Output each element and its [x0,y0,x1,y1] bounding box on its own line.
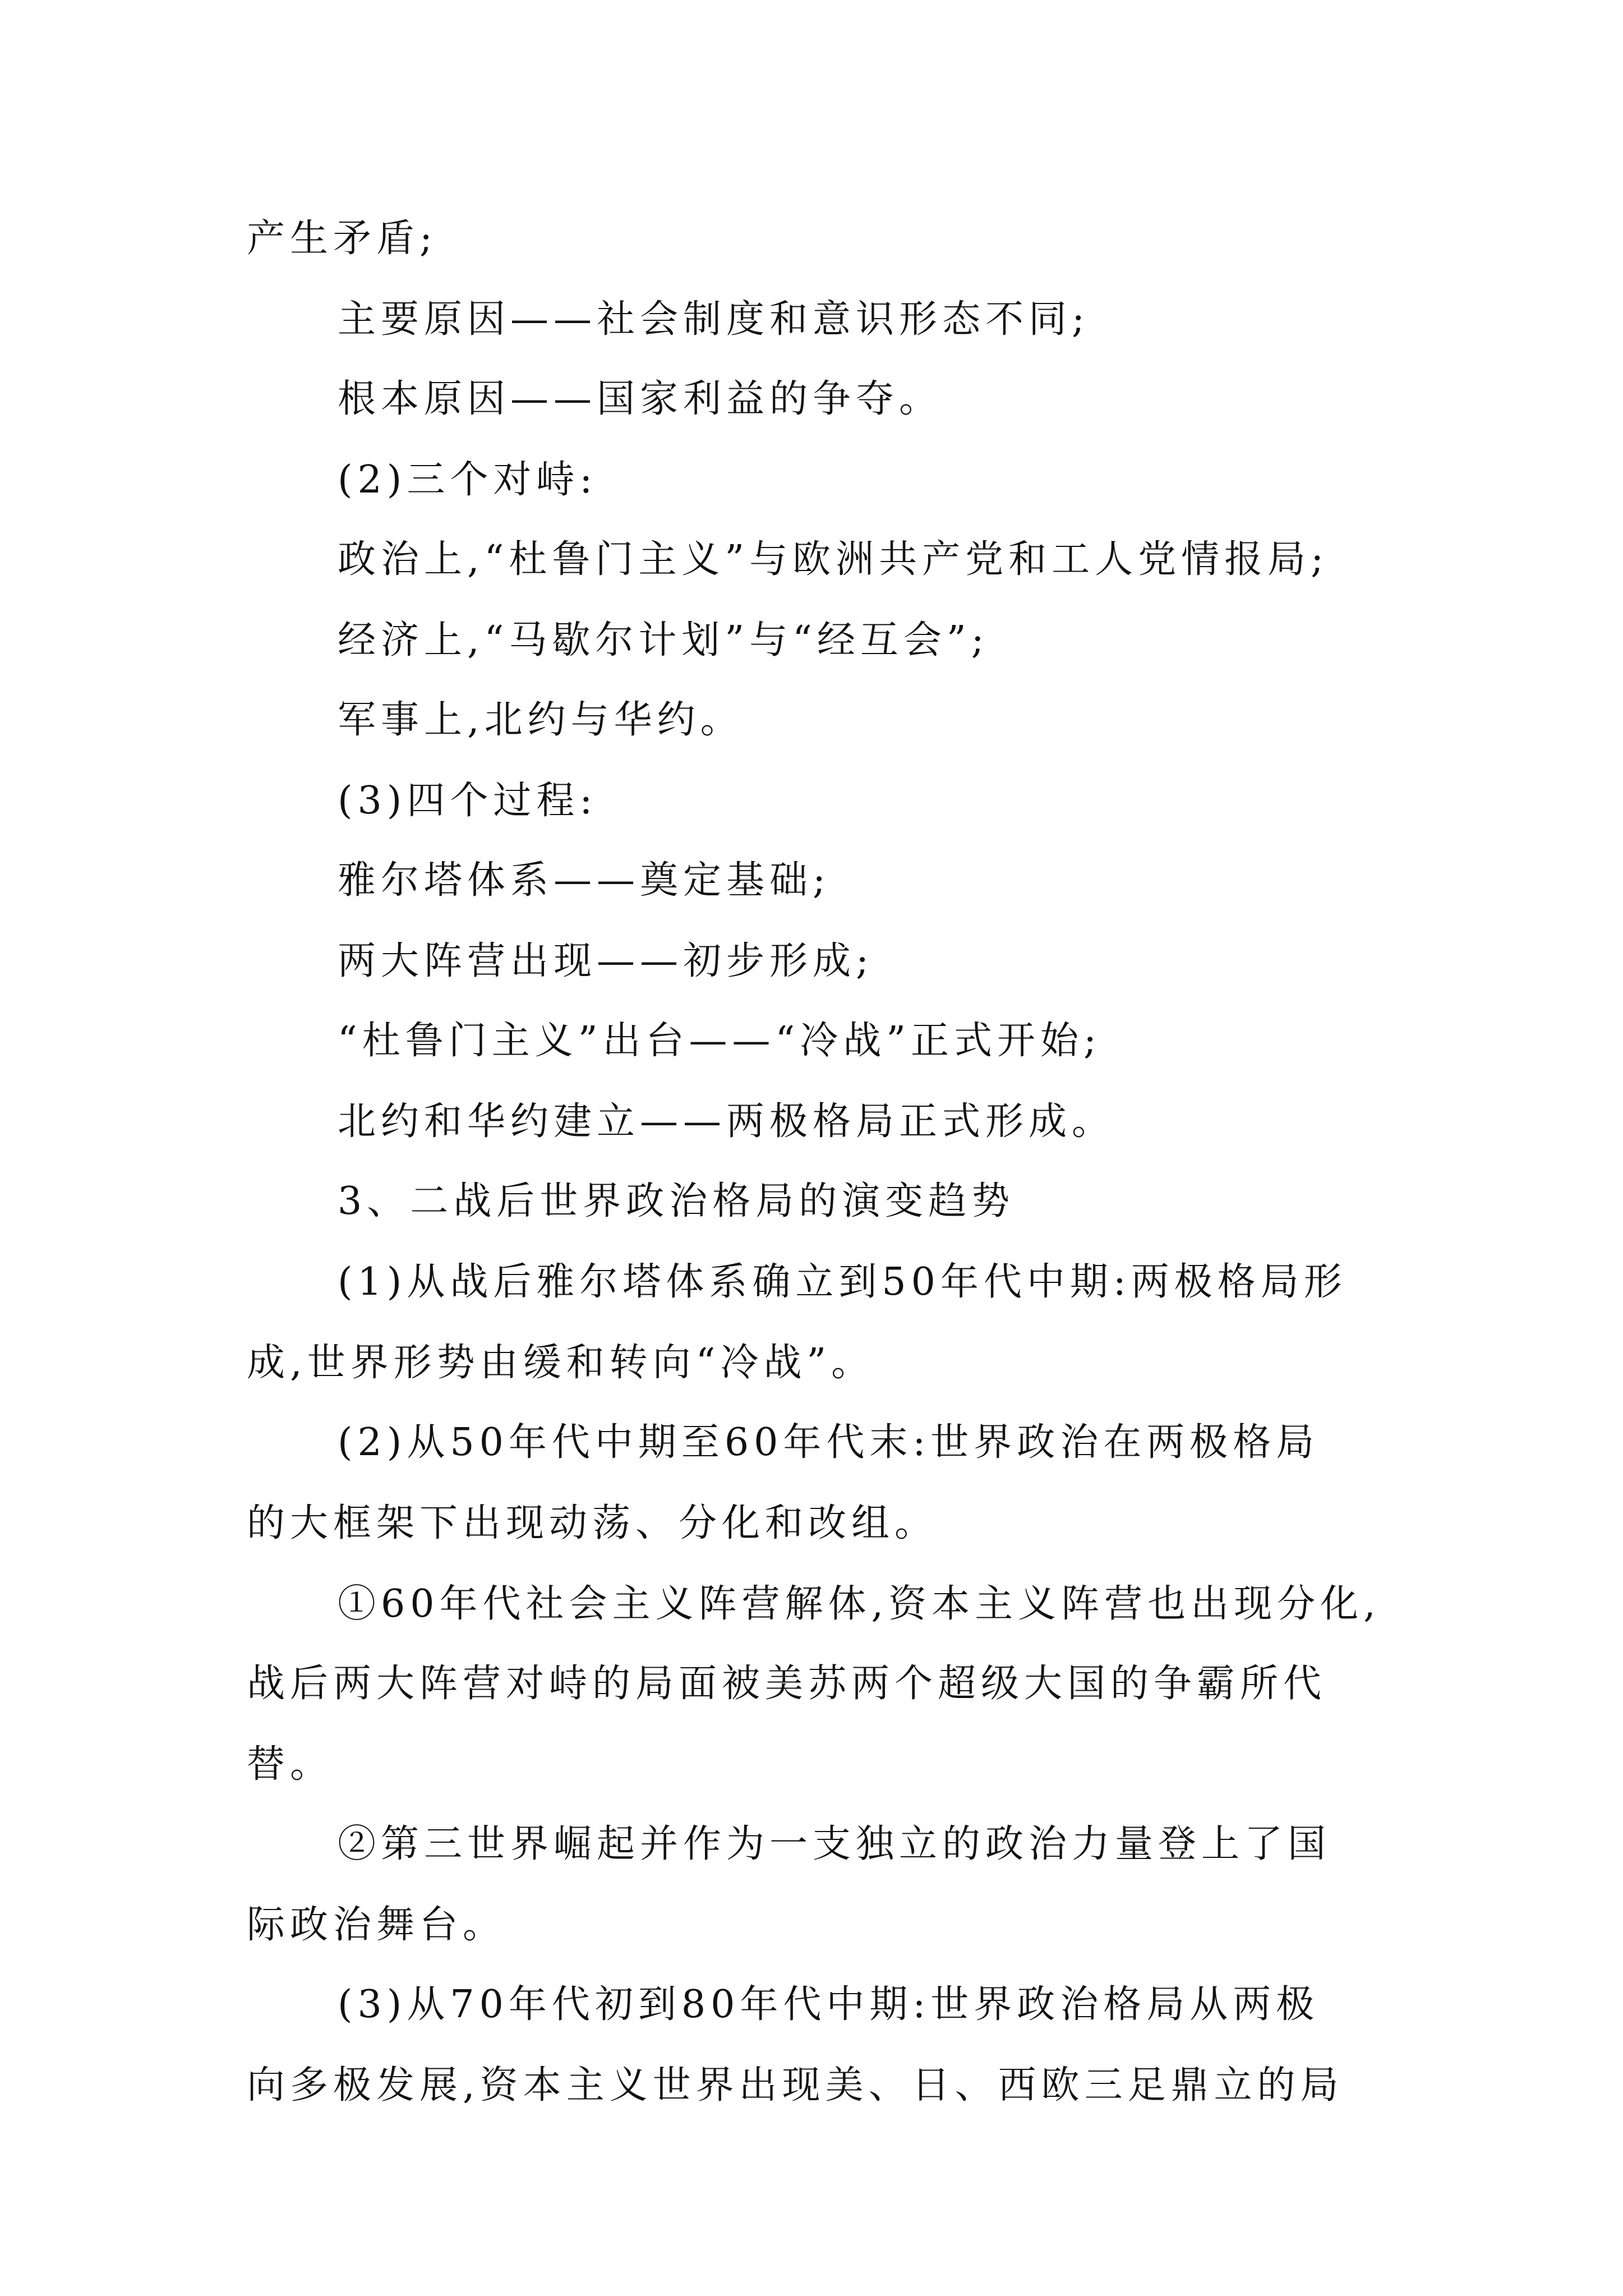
text-line: 的大框架下出现动荡、分化和改组。 [247,1501,938,1545]
subheading: (2)三个对峙: [338,458,598,502]
text-line: (3)从70年代初到80年代中期:世界政治格局从两极 [338,1982,1320,2027]
text-line: 经济上,“马歇尔计划”与“经互会”; [338,618,989,662]
text-line: 两大阵营出现——初步形成; [338,939,874,983]
text-line: 战后两大阵营对峙的局面被美苏两个超级大国的争霸所代 [247,1662,1327,1706]
text-line: (1)从战后雅尔塔体系确立到50年代中期:两极格局形 [338,1260,1347,1304]
text-line: 军事上,北约与华约。 [338,698,744,742]
text-line: 北约和华约建立——两极格局正式形成。 [338,1099,1115,1144]
text-line: 成,世界形势由缓和转向“冷战”。 [247,1341,875,1385]
text-line: “杜鲁门主义”出台——“冷战”正式开始; [338,1019,1101,1063]
subheading: (3)四个过程: [338,779,598,823]
text-line: 产生矛盾; [247,217,437,261]
text-line: 替。 [247,1742,334,1787]
text-line: 政治上,“杜鲁门主义”与欧洲共产党和工人党情报局; [338,537,1329,582]
text-line: 际政治舞台。 [247,1903,506,1947]
text-line: 向多极发展,资本主义世界出现美、日、西欧三足鼎立的局 [247,2063,1344,2108]
text-line: 主要原因——社会制度和意识形态不同; [338,297,1090,342]
text-line: (2)从50年代中期至60年代末:世界政治在两极格局 [338,1420,1320,1465]
text-line: ②第三世界崛起并作为一支独立的政治力量登上了国 [338,1822,1331,1866]
text-line: 雅尔塔体系——奠定基础; [338,858,831,903]
section-heading: 3、二战后世界政治格局的演变趋势 [338,1179,1015,1223]
text-line: 根本原因——国家利益的争夺。 [338,377,943,421]
text-line: ①60年代社会主义阵营解体,资本主义阵营也出现分化, [338,1582,1381,1626]
